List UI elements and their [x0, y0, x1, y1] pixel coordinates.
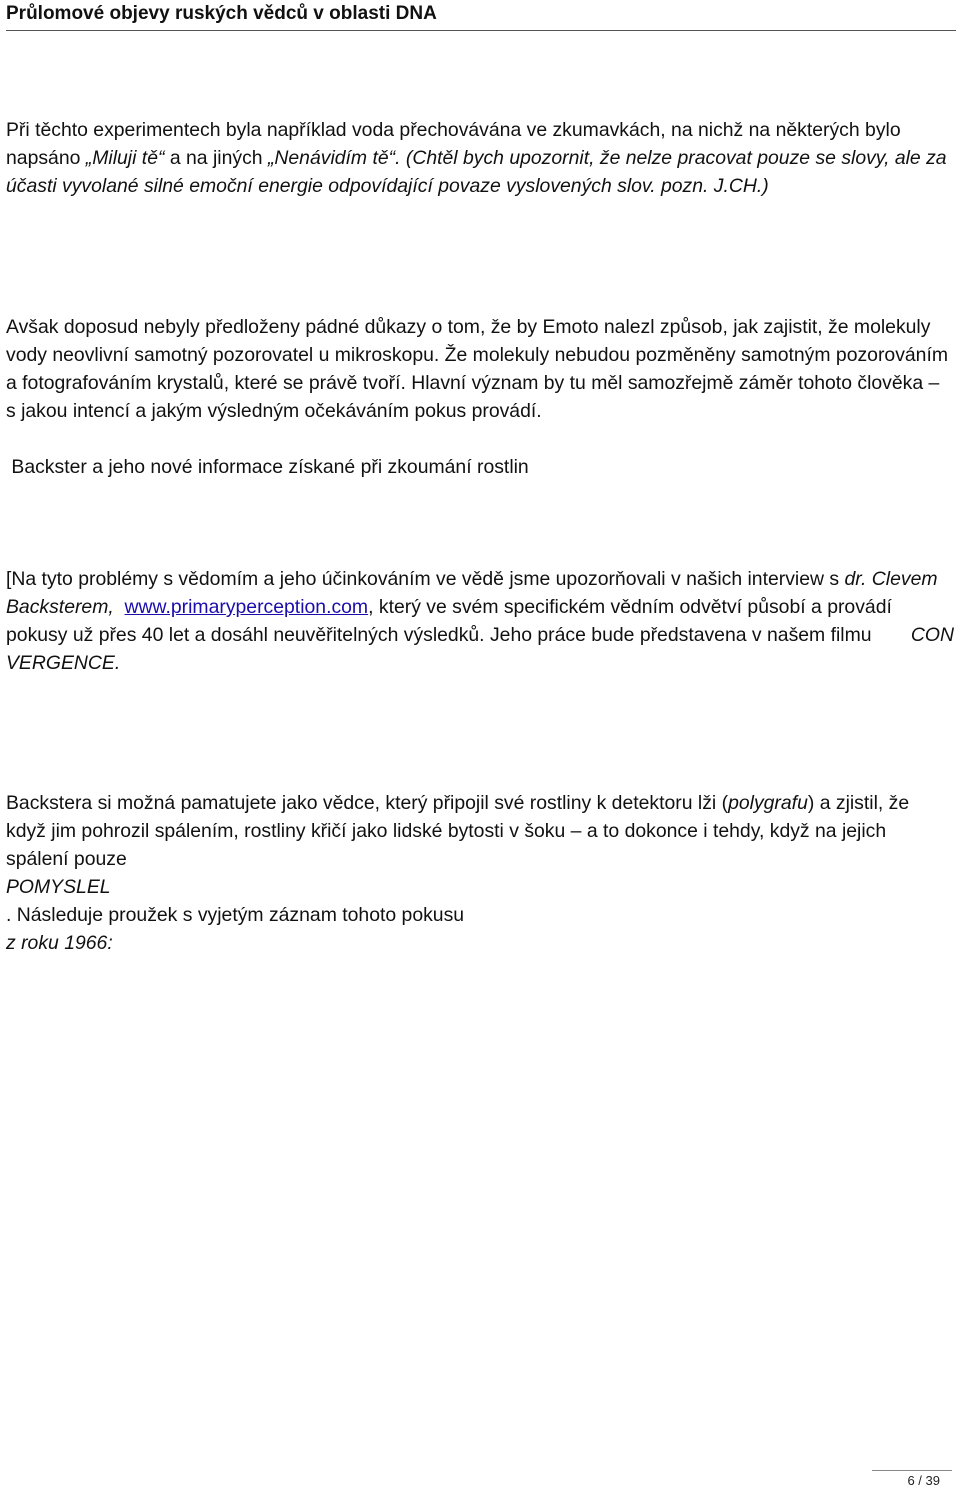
paragraph-polygraph [6, 789, 954, 958]
section-heading [6, 453, 954, 481]
film-title-part1: CON [910, 624, 954, 647]
emphasis-word: POMYSLEL [6, 876, 111, 899]
document-title: Průlomové objevy ruských vědců v oblasti DNA [6, 3, 437, 24]
paragraph-text: ) a zjistil, že když jim pohrozil spálením, rostliny křičí jako lidské bytosti v šoku – a to dokonce i tehdy, když na jejich spálení pouze [6, 792, 910, 871]
year-reference: z roku 1966: [6, 932, 113, 955]
page-header [6, 2, 956, 31]
paragraph-text: [Na tyto problémy s vědomím a jeho účinkováním ve vědě jsme upozorňovali v našich interview s [6, 568, 845, 590]
paragraph-text: Při těchto experimentech byla například voda přechovávána ve zkumavkách, na nichž na některých bylo napsáno [6, 119, 901, 170]
section-heading-text: Backster a jeho nové informace získané při zkoumání rostlin [6, 456, 529, 478]
film-title-part2: VERGENCE. [6, 652, 121, 675]
paragraph-text: a na jiných [164, 147, 268, 170]
paragraph-water-experiment [6, 116, 954, 200]
paragraph-emoto-evidence [6, 313, 954, 425]
paragraph-text: Backstera si možná pamatujete jako vědce, který připojil své rostliny k detektoru lži ( [6, 792, 729, 814]
paragraph-text: . Následuje proužek s vyjetým záznam tohoto pokusu [6, 904, 465, 927]
paragraph-italic-text: „Miluji tě“ [85, 147, 165, 170]
paragraph-italic-text: „Nenávidím tě“. (Chtěl bych upozornit, že nelze pracovat pouze se slovy, ale za účasti vyvolané silné emoční energie odpovídající povaze vyslovených slov. pozn. J.CH.) [6, 147, 947, 198]
paragraph-text: Avšak doposud nebyly předloženy pádné důkazy o tom, že by Emoto nalezl způsob, jak zajistit, že molekuly vody neovlivní samotný pozorovatel u mikroskopu. Že molekuly nebudou pozměněny samotným pozorováním a fotografováním krystalů, které se právě tvoří. Hlavní význam by tu měl samozřejmě záměr tohoto člověka – s jakou intencí a jakým výsledným očekáváním pokus provádí. [6, 316, 948, 423]
paragraph-backster-interview [6, 565, 954, 677]
page-number: 6 / 39 [907, 1473, 940, 1488]
polygraph-term: polygrafu [728, 792, 808, 814]
footer-divider [872, 1470, 952, 1471]
paragraph-text: , který ve svém specifickém vědním odvětví působí a provádí pokusy už přes 40 let a dosáhl neuvěřitelných výsledků. Jeho práce bude představena v našem filmu [6, 596, 892, 647]
interviewee-name: dr. Clevem Backsterem, [6, 568, 938, 619]
primaryperception-link[interactable]: www.primaryperception.com [124, 596, 369, 619]
